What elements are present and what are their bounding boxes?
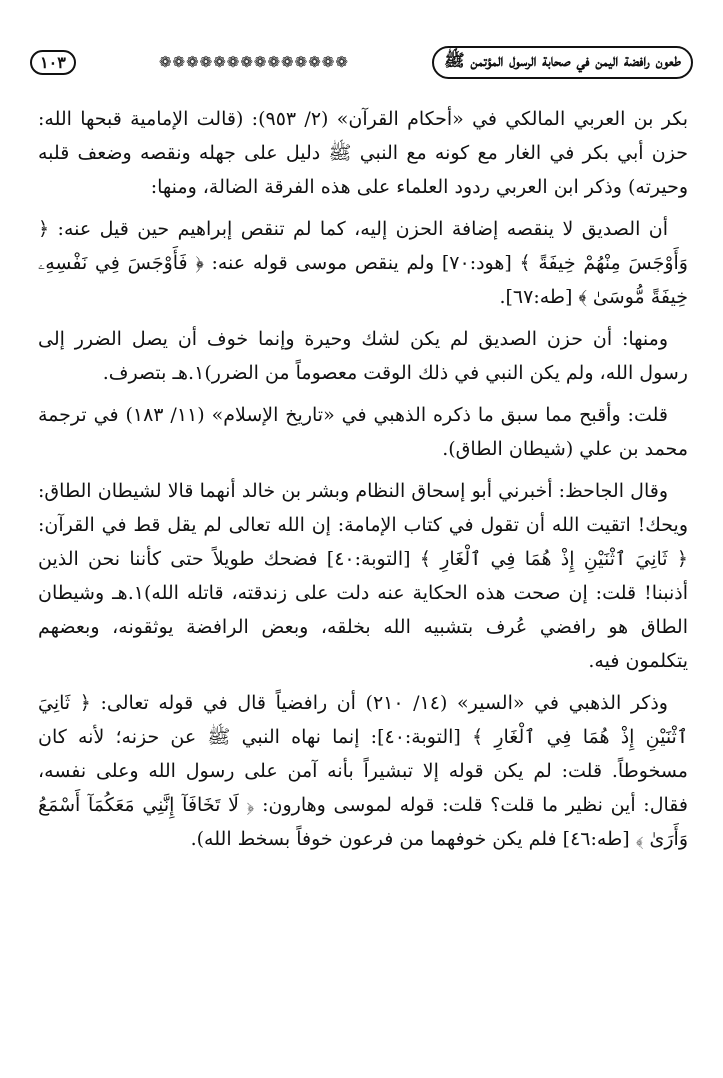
page-body: [38, 102, 688, 864]
paragraph-1: بكر بن العربي المالكي في «أحكام القرآن» (٢/ ٩٥٣): (قالت الإمامية قبحها الله: حزن أبي بكر في الغار مع كونه مع النبي ﷺ دليل على جهله ونقصه وضعف قلبه وحيرته) وذكر ابن العربي ردود العلماء على هذه الفرقة الضالة، ومنها:: [38, 108, 688, 198]
page-header: [30, 42, 693, 82]
paragraph-6: وذكر الذهبي في «السير» (١٤/ ٢١٠) أن رافضياً قال في قوله تعالى: ﴿ ثَانِيَ ٱثْنَيْنِ إِذْ هُمَا فِي ٱلْغَارِ ﴾ [التوبة:٤٠]: إنما نهاه النبي ﷺ عن حزنه؛ لأنه كان مسخوطاً. قلت: لم يكن قوله إلا تبشيراً بأنه آمن على رسول الله وعلى نفسه، فقال: أين نظير ما قلت؟ قلت: قوله لموسى وهارون: ﴿ لَا تَخَافَآ إِنَّنِي مَعَكُمَآ أَسْمَعُ وَأَرَىٰ ﴾ [طه:٤٦] فلم يكن خوفهما من فرعون خوفاً بسخط الله).: [38, 692, 688, 850]
running-title: طعون رافضة اليمن في صحابة الرسول المؤتمن ﷺ: [432, 46, 693, 79]
header-ornament-band: ❁❁❁❁❁❁❁❁❁❁❁❁❁❁: [158, 53, 349, 71]
paragraph-3: ومنها: أن حزن الصديق لم يكن لشك وحيرة وإنما خوف أن يصل الضرر إلى رسول الله، ولم يكن النبي في ذلك الوقت معصوماً من الضرر)١.هـ بتصرف.: [38, 328, 688, 384]
paragraph-4: قلت: وأقبح مما سبق ما ذكره الذهبي في «تاريخ الإسلام» (١١/ ١٨٣) في ترجمة محمد بن علي (شيطان الطاق).: [38, 404, 688, 460]
paragraph-5: وقال الجاحظ: أخبرني أبو إسحاق النظام وبشر بن خالد أنهما قالا لشيطان الطاق: ويحك! اتقيت الله أن تقول في كتاب الإمامة: إن الله تعالى لم يقل قط في القرآن: ﴿ ثَانِيَ ٱثْنَيْنِ إِذْ هُمَا فِي ٱلْغَارِ ﴾ [التوبة:٤٠] فضحك طويلاً حتى كأننا نحن الذين أذنبنا! قلت: إن صحت هذه الحكاية عنه دلت على زندقته، قاتله الله)١.هـ وشيطان الطاق هو رافضي عُرف بتشبيه الله بخلقه، وبعض الرافضة يوثقونه، وبعضهم يتكلمون فيه.: [38, 480, 688, 672]
page-number: ١٠٣: [30, 50, 76, 75]
paragraph-2: أن الصديق لا ينقصه إضافة الحزن إليه، كما لم تنقص إبراهيم حين قيل عنه: ﴿ وَأَوْجَسَ مِنْهُمْ خِيفَةً ﴾ [هود:٧٠] ولم ينقص موسى قوله عنه: ﴿ فَأَوْجَسَ فِي نَفْسِهِۦ خِيفَةً مُّوسَىٰ ﴾ [طه:٦٧].: [38, 218, 688, 308]
